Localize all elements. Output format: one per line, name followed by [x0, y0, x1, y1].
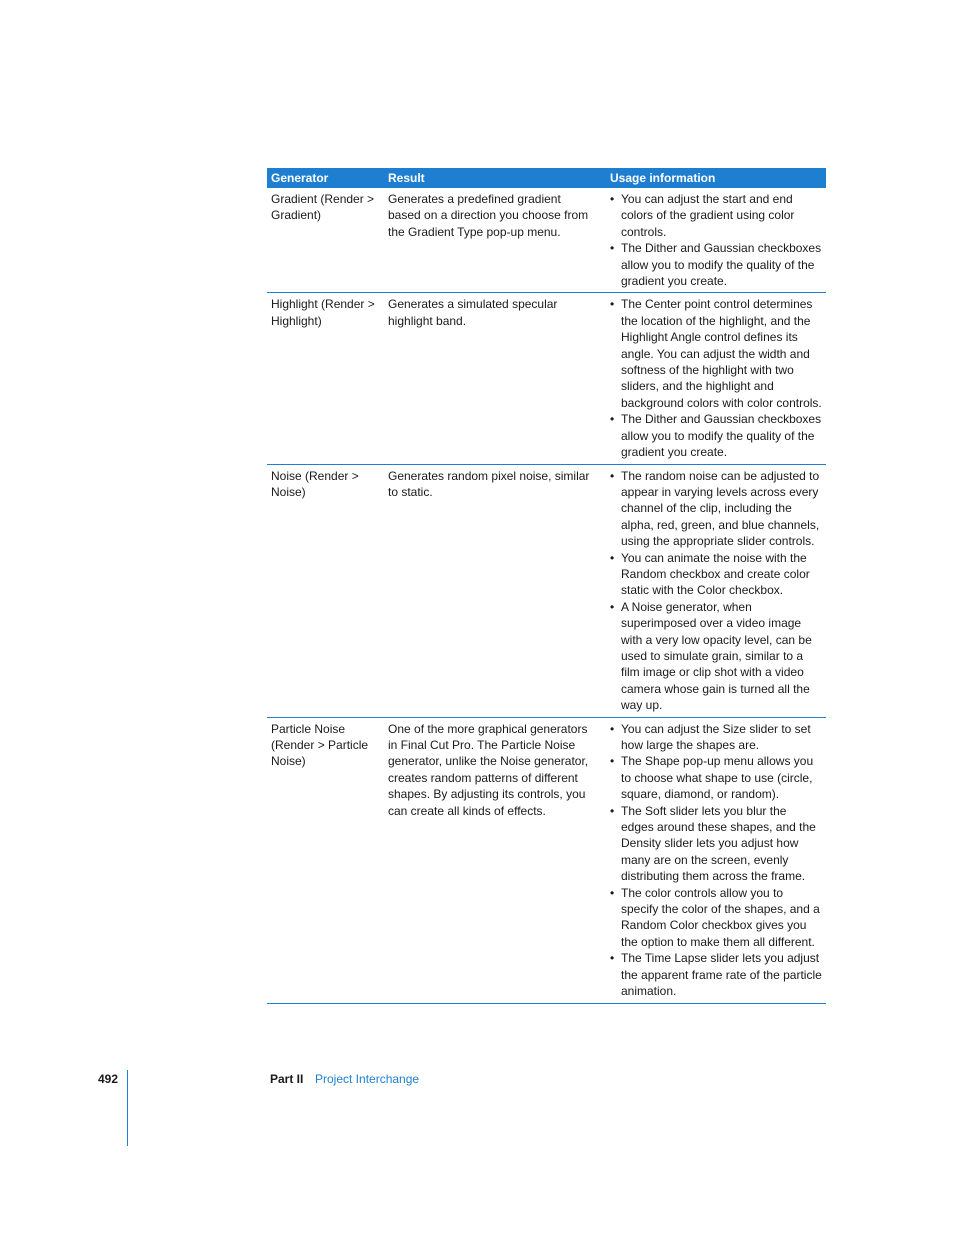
usage-item: • The Dither and Gaussian checkboxes allow you to modify the quality of the gradient you create.: [610, 240, 822, 289]
usage-item: • A Noise generator, when superimposed over a video image with a very low opacity level, can be used to simulate grain, similar to a film image or clip shot with a video camera whose gain is turned all the way up.: [610, 599, 822, 714]
table-row: [267, 188, 826, 293]
usage-item: • The Shape pop-up menu allows you to choose what shape to use (circle, square, diamond, or random).: [610, 753, 822, 802]
usage-cell: [606, 717, 826, 1003]
usage-item: • You can animate the noise with the Random checkbox and create color static with the Color checkbox.: [610, 550, 822, 599]
usage-item: • The random noise can be adjusted to appear in varying levels across every channel of the clip, including the alpha, red, green, and blue channels, using the appropriate slider controls.: [610, 468, 822, 550]
result-cell: Generates a simulated specular highlight band.: [384, 293, 606, 464]
usage-list: [610, 468, 822, 714]
header-result: Result: [384, 168, 606, 188]
usage-cell: [606, 293, 826, 464]
result-cell: Generates random pixel noise, similar to static.: [384, 464, 606, 717]
generator-cell: Noise (Render > Noise): [267, 464, 384, 717]
usage-item: • The Dither and Gaussian checkboxes allow you to modify the quality of the gradient you create.: [610, 411, 822, 460]
usage-list: [610, 721, 822, 1000]
usage-cell: [606, 188, 826, 293]
usage-item: • The Soft slider lets you blur the edges around these shapes, and the Density slider lets you adjust how many are on the screen, evenly distributing them across the frame.: [610, 803, 822, 885]
usage-item: • The Center point control determines the location of the highlight, and the Highlight Angle control defines its angle. You can adjust the width and softness of the highlight with two sliders, and the highlight and background colors with color controls.: [610, 296, 822, 411]
usage-list: [610, 191, 822, 289]
generators-table: [267, 168, 826, 1004]
result-cell: Generates a predefined gradient based on a direction you choose from the Gradient Type pop-up menu.: [384, 188, 606, 293]
generator-cell: Particle Noise (Render > Particle Noise): [267, 717, 384, 1003]
table-row: [267, 464, 826, 717]
usage-cell: [606, 464, 826, 717]
generator-cell: Highlight (Render > Highlight): [267, 293, 384, 464]
usage-item: • You can adjust the start and end colors of the gradient using color controls.: [610, 191, 822, 240]
footer-part-label: Part II: [270, 1072, 304, 1086]
usage-item: • The Time Lapse slider lets you adjust the apparent frame rate of the particle animation.: [610, 950, 822, 999]
generator-cell: Gradient (Render > Gradient): [267, 188, 384, 293]
table-header-row: [267, 168, 826, 188]
footer-chapter-title: Project Interchange: [315, 1072, 420, 1086]
result-cell: One of the more graphical generators in Final Cut Pro. The Particle Noise generator, unlike the Noise generator, creates random patterns of different shapes. By adjusting its controls, you can create all kinds of effects.: [384, 717, 606, 1003]
header-usage-information: Usage information: [606, 168, 826, 188]
page-number: 492: [98, 1072, 119, 1086]
usage-item: • The color controls allow you to specify the color of the shapes, and a Random Color checkbox gives you the option to make them all different.: [610, 885, 822, 951]
usage-list: [610, 296, 822, 460]
table-row: [267, 717, 826, 1003]
table-row: [267, 293, 826, 464]
generators-table-container: [267, 168, 826, 1004]
usage-item: • You can adjust the Size slider to set how large the shapes are.: [610, 721, 822, 754]
header-generator: Generator: [267, 168, 384, 188]
footer-divider: [127, 1070, 128, 1146]
